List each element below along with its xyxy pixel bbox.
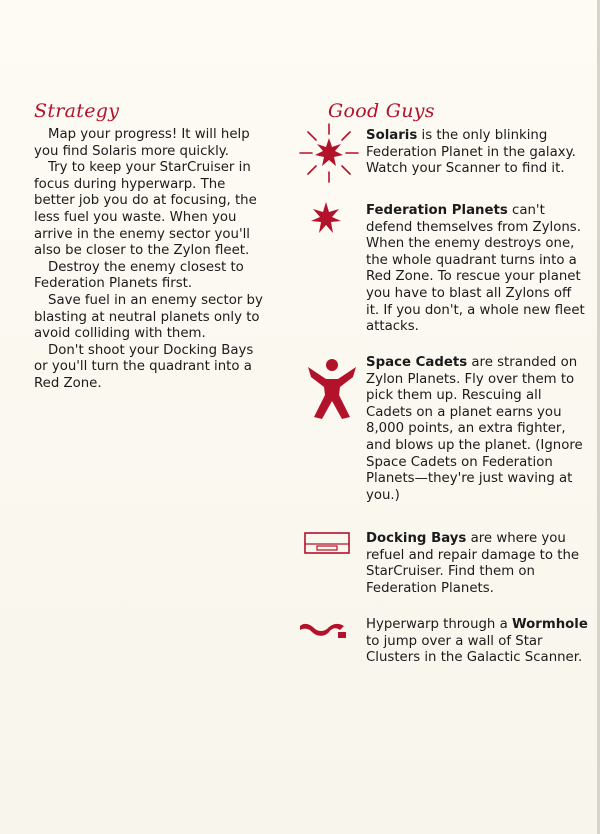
federation-planets-term: Federation Planets — [366, 203, 508, 218]
federation-planets-text: can't defend themselves from Zylons. When the enemy destroys one, the whole quadrant turns into a Red Zone. To rescue your planet you have to blast all Zylons off it. If you don't, a whole new fleet attacks. — [366, 203, 585, 335]
federation-planet-star-icon — [308, 200, 344, 236]
wormhole-pre: Hyperwarp through a — [366, 617, 512, 632]
wormhole-icon — [298, 618, 350, 640]
docking-bays-text: are where you refuel and repair damage to the StarCruiser. Find them on Federation Planets. — [366, 531, 580, 596]
space-cadet-icon — [306, 357, 358, 421]
strategy-column — [34, 127, 270, 393]
space-cadets-description — [366, 355, 588, 504]
wormhole-term: Wormhole — [511, 617, 588, 632]
docking-bays-term: Docking Bays — [366, 531, 467, 546]
federation-planets-description — [366, 203, 588, 336]
strategy-heading: Strategy — [34, 100, 120, 122]
space-cadets-term: Space Cadets — [366, 355, 468, 370]
solaris-description — [366, 128, 588, 178]
strategy-paragraph: Don't shoot your Docking Bays or you'll turn the quadrant into a Red Zone. — [34, 342, 254, 391]
wormhole-text: to jump over a wall of Star Clusters in the Galactic Scanner. — [366, 633, 583, 666]
strategy-paragraph: Save fuel in an enemy sector by blasting at neutral planets only to avoid colliding with them. — [34, 292, 263, 342]
space-cadets-text: are stranded on Zylon Planets. Fly over them to pick them up. Rescuing all Cadets on a planet earns you 8,000 points, an extra fighter, and blows up the planet. (Ignore Space Cadets on Federation Planets—they're just waving at you.) — [366, 355, 583, 503]
strategy-paragraph: Map your progress! It will help you find Solaris more quickly. — [34, 127, 250, 159]
strategy-paragraph: Destroy the enemy closest to Federation Planets first. — [34, 259, 244, 292]
solaris-term: Solaris — [366, 128, 418, 143]
docking-bay-icon — [304, 532, 350, 554]
wormhole-description — [366, 617, 588, 667]
good-guys-heading: Good Guys — [328, 100, 435, 122]
docking-bays-description — [366, 531, 588, 597]
solaris-blinking-star-icon — [296, 120, 362, 186]
solaris-text: is the only blinking Federation Planet in the galaxy. Watch your Scanner to find it. — [366, 128, 576, 177]
strategy-paragraph: Try to keep your StarCruiser in focus during hyperwarp. The better job you do at focusing, the less fuel you waste. When you arrive in the enemy sector you'll also be closer to the Zylon fleet. — [34, 160, 257, 259]
